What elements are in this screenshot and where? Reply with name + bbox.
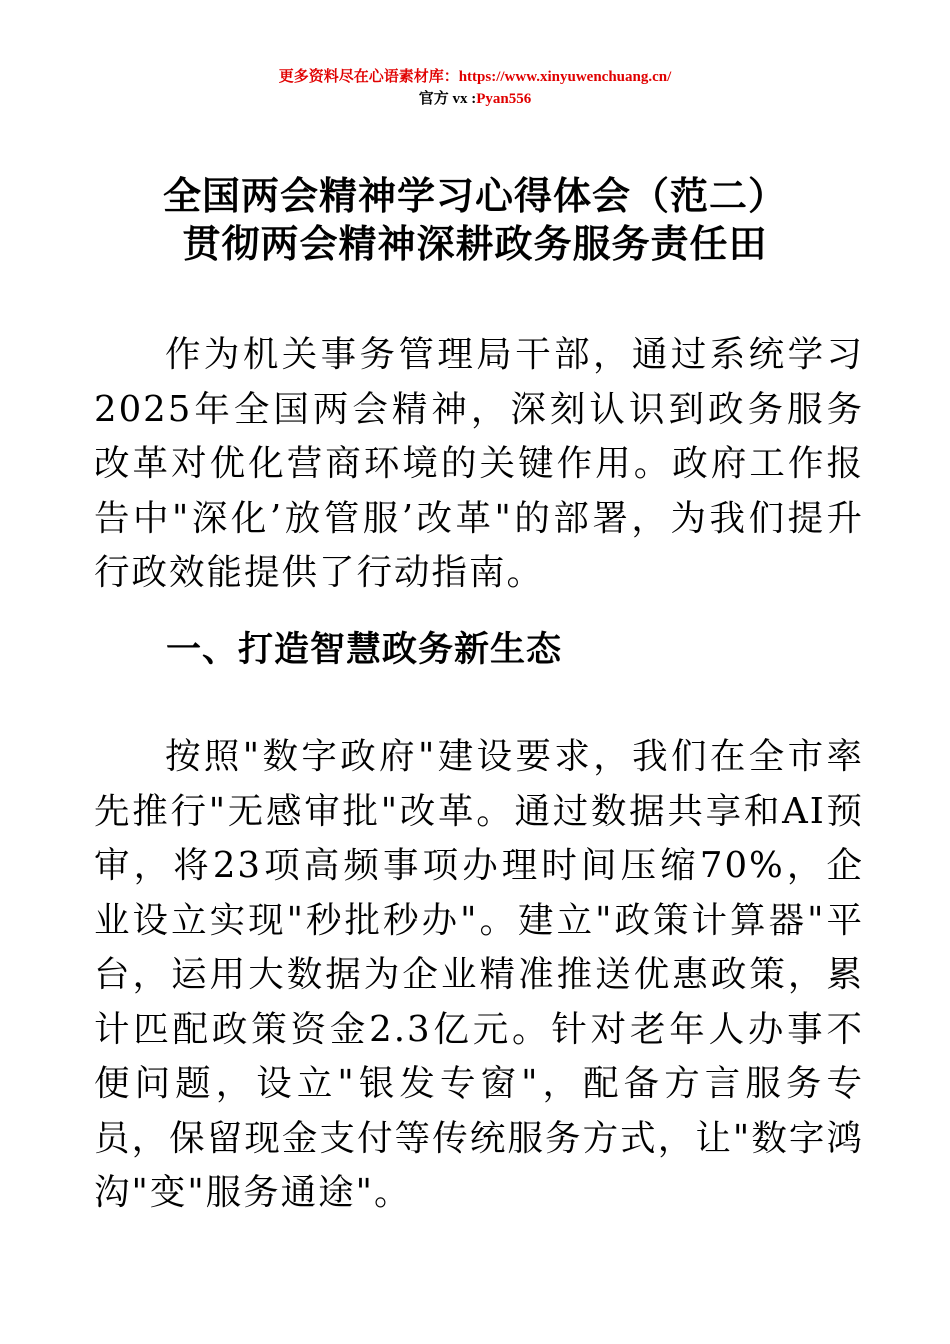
title-line-2: 贯彻两会精神深耕政务服务责任田 — [182, 222, 768, 266]
resource-label: 更多资料尽在心语素材库： — [278, 69, 459, 85]
wechat-line — [0, 88, 950, 110]
document-title — [0, 172, 950, 268]
title-line-1: 全国两会精神学习心得体会（范二） — [162, 174, 787, 218]
section-1-paragraph: 按照"数字政府"建设要求，我们在全市率先推行"无感审批"改革。通过数据共享和AI预审，将23项高频事项办理时间压缩70%，企业设立实现"秒批秒办"。建立"政策计算器"平台，运用大数据为企业精准推送优惠政策，累计匹配政策资金2.3亿元。针对老年人办事不便问题，设立"银发专窗"，配备方言服务专员，保留现金支付等传统服务方式，让"数字鸿沟"变"服务通途"。 — [94, 736, 864, 1213]
wechat-label: 官方 vx : — [418, 91, 477, 107]
resource-line — [0, 66, 950, 88]
section-heading-1: 一、打造智慧政务新生态 — [166, 630, 563, 670]
intro-paragraph: 作为机关事务管理局干部，通过系统学习2025年全国两会精神，深刻认识到政务服务改革对优化营商环境的关键作用。政府工作报告中"深化’放管服’改革"的部署，为我们提升行政效能提供了行动指南。 — [94, 334, 864, 593]
wechat-id: Pyan556 — [476, 91, 532, 107]
page-header — [0, 66, 950, 110]
resource-url-link[interactable]: https://www.xinyuwenchuang.cn/ — [458, 69, 672, 85]
